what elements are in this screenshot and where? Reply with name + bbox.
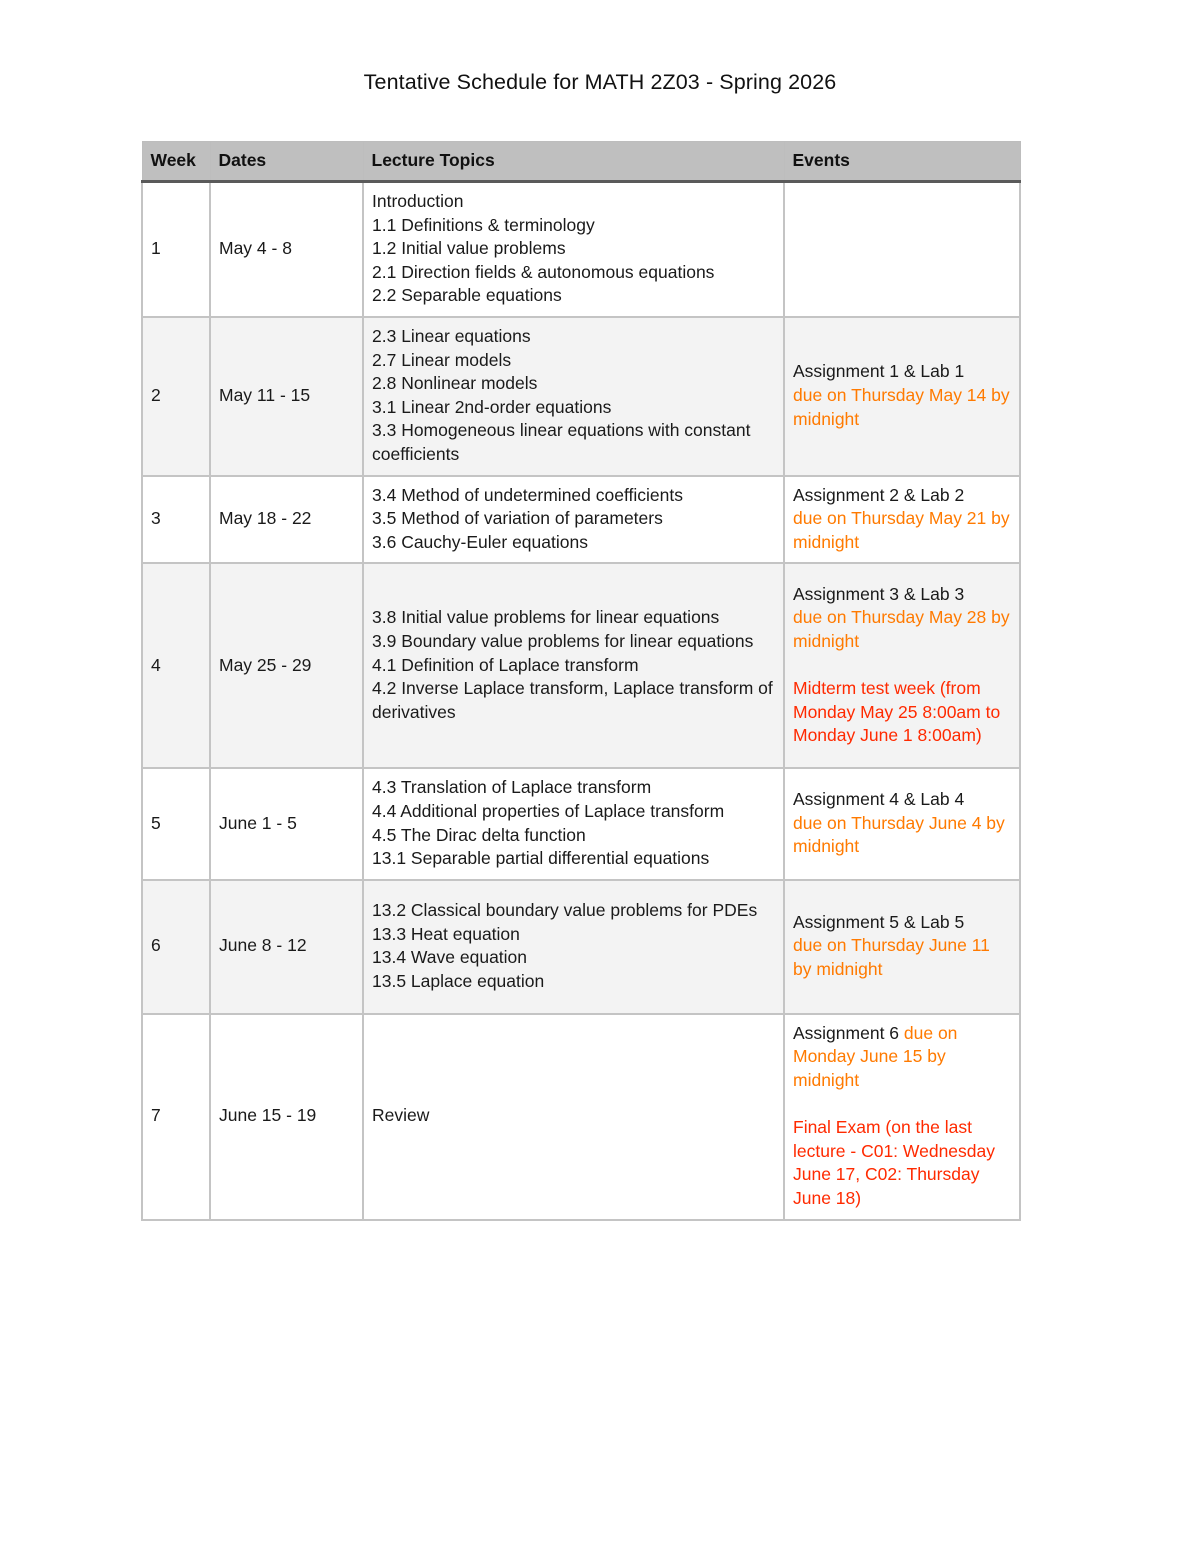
- topic-line: 2.1 Direction fields & autonomous equations: [372, 261, 715, 282]
- assignment-label: Assignment 1 & Lab 1: [793, 361, 965, 382]
- events-cell: [784, 1014, 1020, 1220]
- topics-cell: [363, 317, 784, 476]
- due-date-text: due on Monday June 15 by midnight: [793, 1022, 958, 1091]
- header-events: Events: [784, 142, 1020, 182]
- dates-cell: May 25 - 29: [210, 563, 363, 768]
- topic-line: 3.6 Cauchy-Euler equations: [372, 531, 588, 552]
- topic-line: 3.3 Homogeneous linear equations with constant coefficients: [372, 420, 751, 464]
- topic-line: Introduction: [372, 191, 464, 212]
- events-cell: [784, 317, 1020, 476]
- week-cell: 1: [142, 182, 210, 318]
- header-lecture-topics: Lecture Topics: [363, 142, 784, 182]
- events-cell: [784, 563, 1020, 768]
- assignment-label: Assignment 5 & Lab 5: [793, 911, 965, 932]
- events-cell: [784, 880, 1020, 1014]
- week-cell: 6: [142, 880, 210, 1014]
- dates-cell: May 18 - 22: [210, 476, 363, 564]
- dates-cell: June 1 - 5: [210, 768, 363, 879]
- topic-line: 2.8 Nonlinear models: [372, 373, 538, 394]
- topics-cell: [363, 476, 784, 564]
- topic-line: 4.2 Inverse Laplace transform, Laplace transform of derivatives: [372, 678, 773, 722]
- due-date-text: due on Thursday June 4 by midnight: [793, 812, 1005, 857]
- topic-line: 4.1 Definition of Laplace transform: [372, 654, 639, 675]
- assignment-label: Assignment 6: [793, 1022, 904, 1043]
- topic-line: 1.2 Initial value problems: [372, 238, 566, 259]
- header-week: Week: [142, 142, 210, 182]
- table-row: [142, 768, 1020, 879]
- due-date-text: due on Thursday June 11 by midnight: [793, 935, 990, 980]
- dates-cell: June 8 - 12: [210, 880, 363, 1014]
- topic-line: 4.3 Translation of Laplace transform: [372, 777, 652, 798]
- topic-line: 13.5 Laplace equation: [372, 970, 545, 991]
- week-cell: 5: [142, 768, 210, 879]
- assignment-label: Assignment 4 & Lab 4: [793, 789, 965, 810]
- events-cell: [784, 476, 1020, 564]
- assignment-label: Assignment 3 & Lab 3: [793, 583, 965, 604]
- topic-line: 13.2 Classical boundary value problems for PDEs: [372, 900, 758, 921]
- table-row: [142, 317, 1020, 476]
- topic-line: 4.4 Additional properties of Laplace transform: [372, 800, 725, 821]
- topic-line: 3.5 Method of variation of parameters: [372, 508, 663, 529]
- week-cell: 4: [142, 563, 210, 768]
- topic-line: 3.1 Linear 2nd-order equations: [372, 396, 612, 417]
- dates-cell: May 11 - 15: [210, 317, 363, 476]
- topic-line: 13.3 Heat equation: [372, 923, 520, 944]
- assignment-label: Assignment 2 & Lab 2: [793, 484, 965, 505]
- topics-cell: [363, 880, 784, 1014]
- table-row: [142, 182, 1020, 318]
- topics-cell: [363, 182, 784, 318]
- page-title: Tentative Schedule for MATH 2Z03 - Spring 2026: [363, 70, 837, 94]
- topic-line: 1.1 Definitions & terminology: [372, 214, 595, 235]
- week-cell: 7: [142, 1014, 210, 1220]
- topic-line: 3.8 Initial value problems for linear equations: [372, 607, 720, 628]
- topic-line: 3.9 Boundary value problems for linear equations: [372, 630, 754, 651]
- topic-line: Review: [372, 1105, 430, 1126]
- table-header-row: [142, 142, 1020, 182]
- spacer: [793, 1093, 1011, 1117]
- midterm-notice: Midterm test week (from Monday May 25 8:00am to Monday June 1 8:00am): [793, 678, 1001, 746]
- due-date-text: due on Thursday May 21 by midnight: [793, 508, 1010, 552]
- topics-cell: [363, 1014, 784, 1220]
- table-row: [142, 476, 1020, 564]
- topic-line: 3.4 Method of undetermined coefficients: [372, 484, 683, 505]
- schedule-table: [141, 141, 1021, 1221]
- dates-cell: June 15 - 19: [210, 1014, 363, 1220]
- week-cell: 3: [142, 476, 210, 564]
- final-exam-notice: Final Exam (on the last lecture - C01: Wednesday June 17, C02: Thursday June 18): [793, 1117, 996, 1208]
- dates-cell: May 4 - 8: [210, 182, 363, 318]
- topics-cell: [363, 768, 784, 879]
- week-cell: 2: [142, 317, 210, 476]
- topic-line: 2.3 Linear equations: [372, 326, 531, 346]
- due-date-text: due on Thursday May 28 by midnight: [793, 607, 1010, 651]
- topic-line: 2.2 Separable equations: [372, 285, 562, 306]
- topic-line: 13.1 Separable partial differential equations: [372, 848, 710, 869]
- header-dates: Dates: [210, 142, 363, 182]
- table-row: [142, 880, 1020, 1014]
- topic-line: 2.7 Linear models: [372, 349, 512, 370]
- spacer: [793, 654, 1011, 678]
- events-cell: [784, 182, 1020, 318]
- topic-line: 13.4 Wave equation: [372, 947, 528, 968]
- topic-line: 4.5 The Dirac delta function: [372, 824, 586, 845]
- table-row: [142, 563, 1020, 768]
- table-row: [142, 1014, 1020, 1220]
- events-cell: [784, 768, 1020, 879]
- due-date-text: due on Thursday May 14 by midnight: [793, 384, 1010, 429]
- topics-cell: [363, 563, 784, 768]
